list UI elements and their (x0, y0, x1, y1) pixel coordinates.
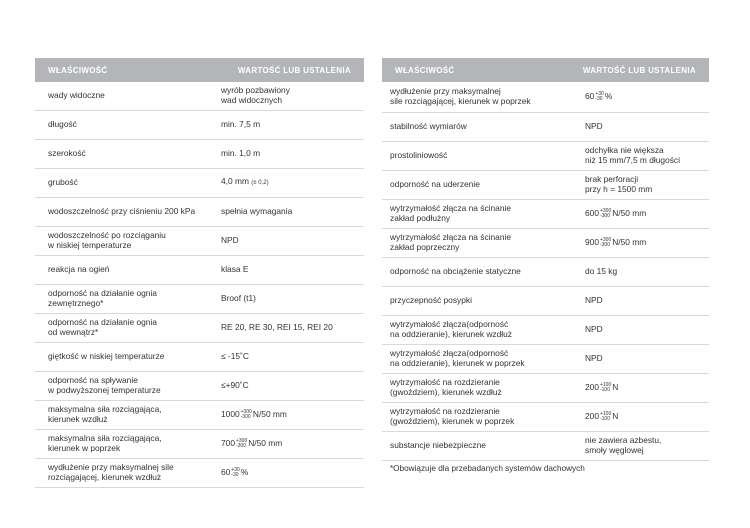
value-main: 60 (221, 467, 231, 478)
property-cell (382, 267, 585, 277)
value-cell (585, 383, 709, 393)
value-line: NPD (585, 324, 603, 335)
property-line: kierunek w poprzek (48, 443, 121, 453)
value-line: ≤+90˚C (221, 380, 249, 391)
value-cell (221, 352, 364, 362)
property-line: (gwoździem), kierunek w poprzek (390, 416, 515, 426)
property-line: w podwyższonej temperaturze (48, 385, 161, 395)
property-cell (35, 231, 221, 250)
value-line: odchyłka nie większa (585, 145, 664, 156)
footnote: *Obowiązuje dla przebadanych systemów dachowych (390, 464, 585, 473)
property-line: szerokość (48, 148, 86, 159)
tolerance-minus: -300 (599, 213, 610, 219)
tolerance (600, 238, 611, 248)
table-row (35, 401, 364, 430)
value-cell (221, 323, 364, 333)
tolerance-minus: -100 (599, 416, 610, 422)
property-line: wady widoczne (48, 90, 105, 101)
property-cell (35, 463, 221, 482)
table-row (35, 198, 364, 227)
header-property: WŁAŚCIWOŚĆ (48, 65, 108, 75)
property-cell (382, 320, 585, 339)
value-line: min. 7,5 m (221, 119, 261, 130)
table-header (35, 58, 364, 82)
property-line: długość (48, 119, 77, 130)
value-cell (221, 294, 364, 304)
value-line: wyrób pozbawiony (221, 85, 290, 96)
value-cell (221, 207, 364, 217)
tolerance-minus: -300 (240, 414, 251, 420)
value-cell (221, 410, 364, 420)
tolerance-minus: -30 (231, 472, 239, 478)
properties-table-left (35, 58, 364, 488)
value-cell (585, 146, 709, 165)
property-cell (382, 378, 585, 397)
property-cell (35, 289, 221, 308)
properties-table-right (382, 58, 709, 461)
property-line: wytrzymałość złącza na ścinanie (390, 232, 512, 243)
property-cell (35, 91, 221, 101)
value-cell (585, 436, 709, 455)
value-cell (221, 236, 364, 246)
value-line: brak perforacji (585, 174, 639, 185)
table-row (382, 374, 709, 403)
property-cell (35, 120, 221, 130)
value-main: 600 (585, 208, 599, 219)
table-row (382, 403, 709, 432)
header-value: WARTOŚĆ LUB USTALENIA (237, 65, 351, 75)
table-row (35, 111, 364, 140)
property-cell (382, 407, 585, 426)
property-line: stabilność wymiarów (390, 121, 467, 132)
tolerance-minus: -100 (599, 387, 610, 393)
tolerance-plus: +300 (599, 237, 612, 243)
value-line: NPD (585, 121, 603, 132)
tolerance (231, 468, 239, 478)
property-cell (35, 149, 221, 159)
property-line: wytrzymałość złącza(odporność (390, 348, 509, 359)
property-cell (382, 122, 585, 132)
table-row (35, 314, 364, 343)
value-cell (585, 209, 709, 219)
property-line: (gwoździem), kierunek wzdłuż (390, 387, 502, 397)
table-row (35, 430, 364, 459)
property-cell (382, 441, 585, 451)
property-line: maksymalna siła rozciągająca, (48, 433, 162, 444)
property-cell (382, 233, 585, 252)
tolerance-minus: -300 (599, 242, 610, 248)
property-line: reakcja na ogień (48, 264, 110, 275)
property-line: wytrzymałość złącza na ścinanie (390, 203, 512, 214)
property-line: prostoliniowość (390, 150, 448, 161)
value-cell (221, 86, 364, 105)
value-cell (585, 92, 709, 102)
value-main: 4,0 mm (221, 176, 249, 187)
value-unit: N (612, 411, 619, 422)
tolerance-plus: +30 (595, 91, 604, 97)
table-row (382, 432, 709, 461)
value-cell (585, 296, 709, 306)
table-row (35, 285, 364, 314)
property-cell (382, 204, 585, 223)
value-cell (585, 122, 709, 132)
value-cell (221, 381, 364, 391)
property-line: wytrzymałość na rozdzieranie (390, 377, 500, 388)
property-line: giętkość w niskiej temperaturze (48, 351, 165, 362)
tolerance-plus: +30 (231, 467, 240, 473)
tolerance (241, 410, 252, 420)
property-line: maksymalna siła rozciągająca, (48, 404, 162, 415)
property-cell (382, 296, 585, 306)
property-line: zakład podłużny (390, 213, 451, 223)
property-cell (35, 207, 221, 217)
value-unit: % (604, 91, 613, 102)
value-main: 60 (585, 91, 595, 102)
value-line: spełnia wymagania (221, 206, 293, 217)
header-value: WARTOŚĆ LUB USTALENIA (582, 65, 696, 75)
property-line: odporność na działanie ognia (48, 288, 157, 299)
value-unit: N/50 mm (248, 438, 283, 449)
property-cell (35, 405, 221, 424)
value-unit: N/50 mm (612, 208, 647, 219)
value-cell (221, 177, 364, 189)
property-line: kierunek wzdłuż (48, 414, 108, 424)
value-cell (585, 325, 709, 335)
table-row (382, 142, 709, 171)
property-line: wytrzymałość na rozdzieranie (390, 406, 500, 417)
value-cell (221, 439, 364, 449)
table-row (35, 227, 364, 256)
value-main: 700 (221, 438, 235, 449)
value-line: ≤ -15˚C (221, 351, 249, 362)
value-line: NPD (221, 235, 239, 246)
value-line: min. 1,0 m (221, 148, 261, 159)
property-line: zewnętrznego* (48, 298, 104, 308)
value-cell (585, 354, 709, 364)
value-cell (221, 265, 364, 275)
value-unit: % (240, 467, 249, 478)
value-main: 900 (585, 237, 599, 248)
tolerance (236, 439, 247, 449)
property-line: przyczepność posypki (390, 295, 472, 306)
value-cell (221, 120, 364, 130)
table-row (35, 256, 364, 285)
value-line: wad widocznych (221, 95, 282, 105)
property-line: substancje niebezpieczne (390, 440, 486, 451)
tolerance (600, 209, 611, 219)
table-row (382, 345, 709, 374)
table-row (382, 258, 709, 287)
tolerance (595, 92, 603, 102)
value-line: przy h = 1500 mm (585, 184, 653, 194)
table-row (382, 200, 709, 229)
table-row (35, 372, 364, 401)
property-line: wytrzymałość złącza(odporność (390, 319, 509, 330)
table-row (382, 82, 709, 113)
property-line: od wewnątrz* (48, 327, 99, 337)
tolerance-plus: +100 (599, 382, 612, 388)
property-cell (35, 352, 221, 362)
table-row (382, 229, 709, 258)
tolerance-plus: +100 (599, 411, 612, 417)
property-line: w niskiej temperaturze (48, 240, 132, 250)
table-row (35, 343, 364, 372)
property-cell (382, 87, 585, 106)
value-tolerance: (± 0,2) (251, 180, 269, 187)
property-line: odporność na działanie ognia (48, 317, 157, 328)
property-line: rozciągającej, kierunek wzdłuż (48, 472, 162, 482)
property-cell (35, 318, 221, 337)
property-cell (382, 151, 585, 161)
tolerance-minus: -30 (595, 96, 603, 102)
tolerance (600, 412, 611, 422)
table-row (382, 287, 709, 316)
value-line: smoły węglowej (585, 445, 644, 455)
table-row (382, 316, 709, 345)
value-line: do 15 kg (585, 266, 618, 277)
value-line: klasa E (221, 264, 249, 275)
tolerance-plus: +300 (235, 438, 248, 444)
property-cell (35, 434, 221, 453)
property-line: zakład poprzeczny (390, 242, 460, 252)
property-cell (35, 265, 221, 275)
property-line: sile rozciągającej, kierunek w poprzek (390, 96, 531, 106)
value-main: 200 (585, 411, 599, 422)
value-cell (585, 267, 709, 277)
tolerance-minus: -300 (235, 443, 246, 449)
value-cell (585, 238, 709, 248)
property-cell (382, 180, 585, 190)
table-row (382, 113, 709, 142)
property-line: grubość (48, 177, 78, 188)
property-cell (35, 376, 221, 395)
value-line: NPD (585, 295, 603, 306)
property-line: na oddzieranie), kierunek w poprzek (390, 358, 525, 368)
tolerance-plus: +300 (599, 208, 612, 214)
value-cell (585, 175, 709, 194)
tolerance (600, 383, 611, 393)
table-row (35, 169, 364, 198)
tolerance-plus: +300 (240, 409, 252, 415)
table-header (382, 58, 709, 82)
property-line: wodoszczelność przy ciśnieniu 200 kPa (48, 206, 196, 217)
property-line: odporność na spływanie (48, 375, 138, 386)
property-line: wydłużenie przy maksymalnej sile (48, 462, 174, 473)
table-row (35, 140, 364, 169)
value-cell (585, 412, 709, 422)
property-cell (35, 178, 221, 188)
table-row (35, 459, 364, 488)
property-line: wydłużenie przy maksymalnej (390, 86, 501, 97)
property-cell (382, 349, 585, 368)
value-line: RE 20, RE 30, REI 15, REI 20 (221, 322, 333, 333)
value-line: nie zawiera azbestu, (585, 435, 662, 446)
value-unit: N (612, 382, 619, 393)
property-line: na oddzieranie), kierunek wzdłuż (390, 329, 512, 339)
table-row (35, 82, 364, 111)
value-cell (221, 149, 364, 159)
value-unit: N/50 mm (612, 237, 647, 248)
value-cell (221, 468, 364, 478)
value-main: 200 (585, 382, 599, 393)
value-main: 1000 (221, 409, 240, 420)
property-line: odporność na obciążenie statyczne (390, 266, 521, 277)
value-line: Broof (t1) (221, 293, 256, 304)
property-line: odporność na uderzenie (390, 179, 480, 190)
value-line: NPD (585, 353, 603, 364)
property-line: wodoszczelność po rozciąganiu (48, 230, 166, 241)
table-row (382, 171, 709, 200)
value-unit: N/50 mm (252, 409, 287, 420)
value-line: niż 15 mm/7,5 m długości (585, 155, 680, 165)
header-property: WŁAŚCIWOŚĆ (395, 65, 455, 75)
